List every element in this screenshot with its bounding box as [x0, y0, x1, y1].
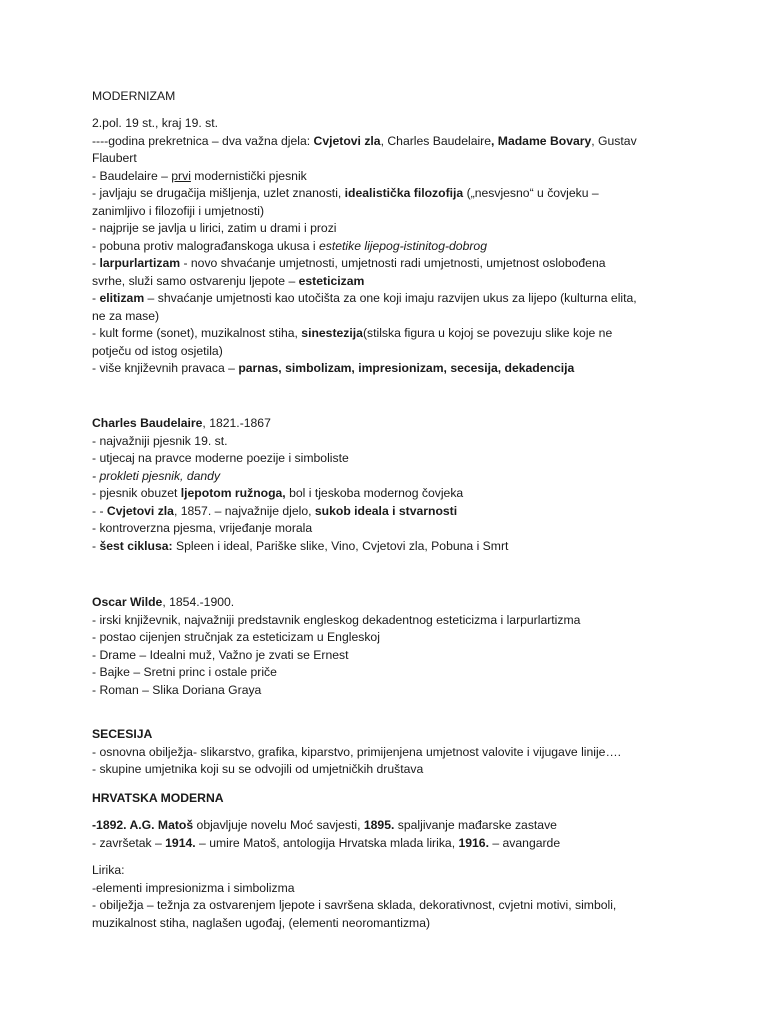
text-line: zanimljivo i filozofiji i umjetnosti): [92, 203, 265, 218]
section-heading: Charles Baudelaire, 1821.-1867: [92, 416, 271, 430]
section-heading: SECESIJA: [92, 727, 153, 741]
text-line: muzikalnost stiha, naglašen ugođaj, (elementi neoromantizma): [92, 915, 431, 930]
text-line: - utjecaj na pravce moderne poezije i simboliste: [92, 451, 349, 465]
section-lirika: [92, 862, 692, 932]
text-line: - više književnih pravaca – parnas, simbolizam, impresionizam, secesija, dekadencija: [92, 361, 575, 375]
text-line: - irski književnik, najvažniji predstavnik engleskog dekadentnog esteticizma i larpurlartizma: [92, 612, 581, 627]
text-line: - najprije se javlja u lirici, zatim u drami i prozi: [92, 221, 337, 235]
text-line: - kult forme (sonet), muzikalnost stiha, sinestezija(stilska figura u kojoj se povezuju slike koje ne: [92, 326, 613, 340]
text-line: - larpurlartizam - novo shvaćanje umjetnosti, umjetnosti radi umjetnosti, umjetnost oslobođena: [92, 256, 606, 270]
text-line: ----godina prekretnica – dva važna djela: Cvjetovi zla, Charles Baudelaire, Madame Bovary, Gustav: [92, 133, 637, 148]
section-modernizam-heading: [92, 88, 692, 106]
section-heading: Lirika:: [92, 863, 125, 877]
text-line: - - Cvjetovi zla, 1857. – najvažnije djelo, sukob ideala i stvarnosti: [92, 503, 458, 518]
text-line: potječu od istog osjetila): [92, 343, 223, 358]
section-heading: Oscar Wilde, 1854.-1900.: [92, 595, 235, 609]
text-line: - Roman – Slika Doriana Graya: [92, 682, 262, 697]
text-line: - obilježja – težnja za ostvarenjem ljepote i savršena sklada, dekorativnost, cvjetni motivi, simboli,: [92, 898, 617, 912]
text-line: - prokleti pjesnik, dandy: [92, 468, 221, 483]
text-line: - pobuna protiv malograđanskoga ukusa i estetike lijepog-istinitog-dobrog: [92, 238, 487, 253]
text-line: -elementi impresionizma i simbolizma: [92, 880, 295, 895]
section-modernizam: [92, 115, 692, 378]
text-line: - šest ciklusa: Spleen i ideal, Pariške slike, Vino, Cvjetovi zla, Pobuna i Smrt: [92, 538, 509, 553]
section-hrvatska-moderna: [92, 817, 692, 852]
text-line: svrhe, služi samo ostvarenju ljepote – esteticizam: [92, 273, 365, 288]
section-baudelaire: [92, 415, 692, 555]
text-line: - kontroverzna pjesma, vrijeđanje morala: [92, 521, 313, 535]
text-line: - postao cijenjen stručnjak za esteticizam u Engleskoj: [92, 630, 380, 644]
text-line: - javljaju se drugačija mišljenja, uzlet znanosti, idealistička filozofija („nesvjesno“ u čovjeku –: [92, 186, 599, 200]
text-line: - skupine umjetnika koji su se odvojili od umjetničkih društava: [92, 762, 424, 776]
text-line: - osnovna obilježja- slikarstvo, grafika, kiparstvo, primijenjena umjetnost valovite i vijugave linije….: [92, 744, 622, 759]
section-heading: HRVATSKA MODERNA: [92, 791, 224, 805]
section-wilde: [92, 594, 692, 699]
text-line: - Baudelaire – prvi modernistički pjesnik: [92, 168, 307, 183]
text-line: - najvažniji pjesnik 19. st.: [92, 433, 228, 448]
text-line: - Bajke – Sretni princ i ostale priče: [92, 665, 277, 679]
text-line: ne za mase): [92, 308, 160, 323]
text-line: - pjesnik obuzet ljepotom ružnoga, bol i tjeskoba modernog čovjeka: [92, 486, 464, 500]
page-title: MODERNIZAM: [92, 89, 176, 103]
text-line: 2.pol. 19 st., kraj 19. st.: [92, 116, 218, 130]
text-line: Flaubert: [92, 151, 137, 165]
text-line: - Drame – Idealni muž, Važno je zvati se Ernest: [92, 647, 349, 662]
section-secesija: [92, 726, 692, 779]
text-line: - elitizam – shvaćanje umjetnosti kao utočišta za one koji imaju razvijen ukus za lijepo (kulturna elita,: [92, 291, 637, 305]
section-hrvatska-moderna-heading: [92, 790, 692, 808]
text-line: -1892. A.G. Matoš objavljuje novelu Moć savjesti, 1895. spaljivanje mađarske zastave: [92, 818, 557, 832]
text-line: - završetak – 1914. – umire Matoš, antologija Hrvatska mlada lirika, 1916. – avangarde: [92, 835, 561, 850]
